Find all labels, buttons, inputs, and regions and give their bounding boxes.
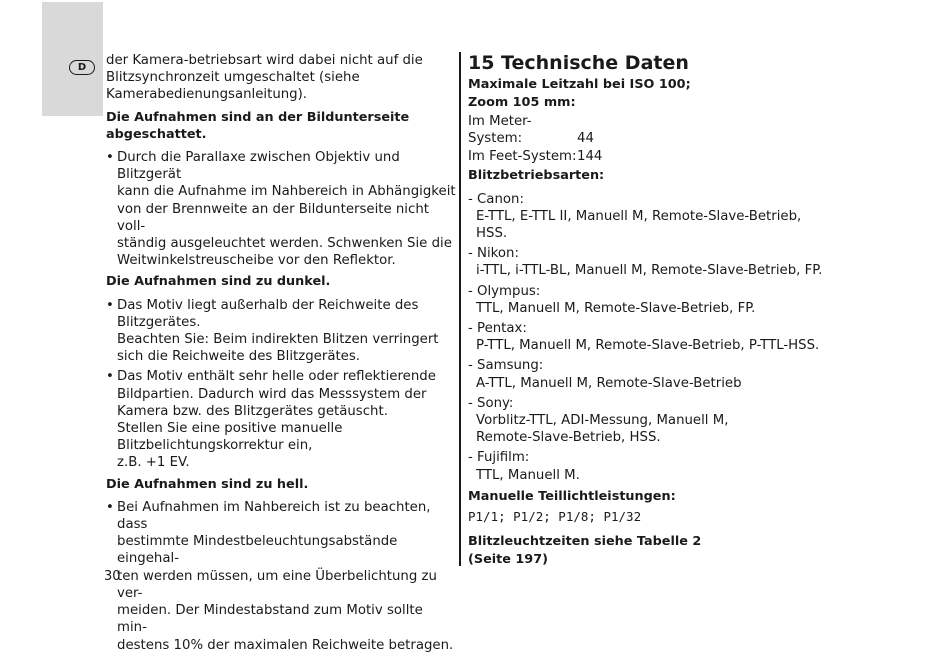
bullet-item — [106, 368, 456, 471]
partial-power-values: P1/1; P1/2; P1/8; P1/32 — [468, 508, 642, 524]
bullet-line: Blitzgerätes. — [117, 314, 201, 330]
bullet-dot: • — [106, 369, 114, 385]
bullet-line: von der Brennweite an der Bildunterseite nicht voll- — [117, 201, 429, 234]
flash-modes-list — [468, 191, 938, 484]
leitzahl-heading: Maximale Leitzahl bei ISO 100; — [468, 77, 691, 92]
bullet-dot: • — [106, 150, 114, 166]
bullet-line: Das Motiv liegt außerhalb der Reichweite des — [117, 297, 419, 313]
flash-mode-values: E-TTL, E-TTL II, Manuell M, Remote-Slave-Betrieb, — [476, 208, 802, 224]
bullet-line: meiden. Der Mindestabstand zum Motiv sollte min- — [117, 603, 423, 636]
section-heading: Die Aufnahmen sind zu dunkel. — [106, 274, 331, 290]
bullet-line: Bei Aufnahmen im Nahbereich ist zu beachten, dass — [117, 499, 431, 533]
flash-mode-brand: - Samsung: — [468, 358, 544, 374]
bullet-line: bestimmte Mindestbeleuchtungsabstände eingehal- — [117, 534, 398, 567]
flash-mode-brand: - Sony: — [468, 395, 514, 411]
flash-mode-brand: - Olympus: — [468, 283, 541, 299]
flash-mode-values: TTL, Manuell M. — [476, 467, 580, 483]
troubleshooting-sections — [106, 109, 456, 654]
flash-mode-values: Vorblitz-TTL, ADI-Messung, Manuell M, — [476, 413, 729, 429]
bullet-item — [106, 499, 456, 654]
section-heading: Die Aufnahmen sind zu hell. — [106, 476, 309, 492]
bullet-item — [106, 149, 456, 269]
bullet-line: destens 10% der maximalen Reichweite betragen. — [117, 637, 454, 653]
flash-mode-item — [468, 320, 938, 354]
bullet-item — [106, 297, 456, 366]
flash-duration-heading: Blitzleuchtzeiten siehe Tabelle 2 — [468, 534, 702, 550]
page-number: 30 — [104, 569, 121, 584]
language-tab — [42, 2, 103, 116]
meter-label: Im Meter-System: — [468, 114, 532, 147]
feet-value: 144 — [577, 149, 603, 165]
flash-mode-values: i-TTL, i-TTL-BL, Manuell M, Remote-Slave-Betrieb, FP. — [476, 263, 823, 279]
meter-row — [468, 113, 938, 147]
bullet-line: sich die Reichweite des Blitzgerätes. — [117, 349, 361, 365]
bullet-line: Blitzbelichtungskorrektur ein, — [117, 438, 313, 454]
flash-mode-item — [468, 283, 938, 317]
flash-mode-brand: - Canon: — [468, 191, 524, 207]
flash-mode-values: TTL, Manuell M, Remote-Slave-Betrieb, FP. — [476, 300, 756, 316]
bullet-line: Bildpartien. Dadurch wird das Messsystem der — [117, 386, 427, 402]
meter-value: 44 — [577, 131, 594, 147]
bullet-line: Weitwinkelstreuscheibe vor den Reflektor. — [117, 253, 396, 269]
bullet-dot: • — [106, 297, 114, 313]
flash-duration-page-ref: (Seite 197) — [468, 552, 548, 568]
flash-mode-item — [468, 449, 938, 483]
bullet-line: Kamera bzw. des Blitzgerätes getäuscht. — [117, 403, 388, 419]
bullet-line: z.B. +1 EV. — [117, 455, 190, 471]
bullet-line: kann die Aufnahme im Nahbereich in Abhängigkeit — [117, 184, 456, 200]
flash-mode-values: A-TTL, Manuell M, Remote-Slave-Betrieb — [476, 375, 742, 391]
bullet-line: ten werden müssen, um eine Überbelichtung zu ver- — [117, 568, 437, 601]
bullet-dot: • — [106, 499, 114, 515]
flash-mode-brand: - Pentax: — [468, 321, 527, 337]
flash-mode-brand: - Nikon: — [468, 246, 519, 262]
section-title: 15 Technische Daten — [468, 52, 689, 74]
flash-mode-values: HSS. — [476, 226, 508, 242]
section-heading: Die Aufnahmen sind an der Bildunterseite abgeschattet. — [106, 109, 410, 142]
flash-mode-values: P-TTL, Manuell M, Remote-Slave-Betrieb, P-TTL-HSS. — [476, 338, 820, 354]
language-badge: D — [69, 60, 95, 75]
feet-label: Im Feet-System: — [468, 149, 577, 165]
column-divider — [459, 52, 461, 566]
bullet-line: Stellen Sie eine positive manuelle — [117, 421, 343, 437]
bullet-line: Das Motiv enthält sehr helle oder reflektierende — [117, 369, 436, 385]
intro-paragraph: der Kamera-betriebsart wird dabei nicht auf die Blitzsynchronzeit umgeschaltet (siehe Kamerabedienungsanleitung). — [106, 53, 423, 103]
partial-power-heading: Manuelle Teillichtleistungen: — [468, 488, 676, 504]
zoom-heading: Zoom 105 mm: — [468, 95, 576, 110]
flash-mode-item — [468, 395, 938, 447]
right-column — [468, 52, 938, 569]
flash-mode-brand: - Fujifilm: — [468, 450, 530, 466]
bullet-line: Beachten Sie: Beim indirekten Blitzen verringert — [117, 332, 439, 348]
left-column — [106, 52, 456, 657]
bullet-line: Durch die Parallaxe zwischen Objektiv und Blitzgerät — [117, 150, 400, 183]
feet-row — [468, 148, 938, 165]
flash-mode-item — [468, 245, 938, 279]
flash-mode-item — [468, 357, 938, 391]
flash-mode-item — [468, 191, 938, 243]
modes-heading: Blitzbetriebsarten: — [468, 167, 605, 183]
flash-mode-values: Remote-Slave-Betrieb, HSS. — [476, 430, 661, 446]
bullet-line: ständig ausgeleuchtet werden. Schwenken Sie die — [117, 236, 452, 252]
